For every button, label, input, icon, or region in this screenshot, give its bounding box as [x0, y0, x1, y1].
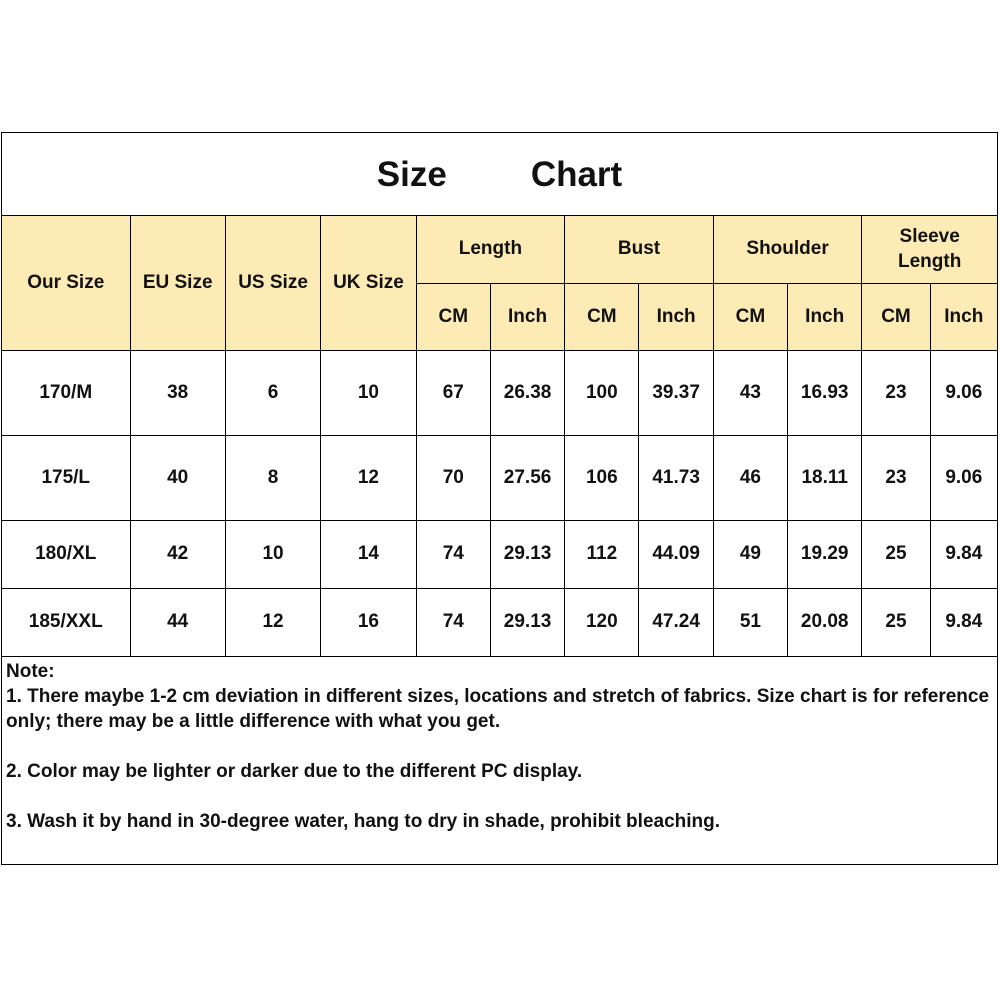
- cell-length-cm: 70: [416, 435, 490, 520]
- note-item: 3. Wash it by hand in 30-degree water, hang to dry in shade, prohibit bleaching.: [6, 810, 721, 832]
- header-sleeve-inch: Inch: [930, 283, 997, 350]
- header-shoulder: Shoulder: [713, 216, 862, 283]
- cell-sleeve-inch: 9.84: [930, 588, 997, 656]
- header-sleeve-cm: CM: [862, 283, 930, 350]
- cell-uk-size: 10: [321, 350, 416, 435]
- cell-our-size: 185/XXL: [2, 588, 131, 656]
- header-shoulder-inch: Inch: [788, 283, 862, 350]
- cell-shoulder-inch: 20.08: [788, 588, 862, 656]
- cell-our-size: 170/M: [2, 350, 131, 435]
- size-table: [1, 216, 998, 657]
- header-row-top: [2, 216, 998, 283]
- note-item: 1. There maybe 1-2 cm deviation in different sizes, locations and stretch of fabrics. Size chart is for reference only; there may be a little difference with what you get.: [6, 685, 990, 732]
- cell-bust-inch: 47.24: [639, 588, 713, 656]
- cell-shoulder-cm: 43: [713, 350, 787, 435]
- title-word-size: Size: [376, 155, 447, 194]
- header-our-size: Our Size: [2, 216, 131, 350]
- size-chart: [1, 132, 998, 865]
- cell-shoulder-cm: 46: [713, 435, 787, 520]
- chart-title: [2, 133, 997, 216]
- header-eu-size: EU Size: [130, 216, 225, 350]
- header-bust-inch: Inch: [639, 283, 713, 350]
- cell-us-size: 8: [225, 435, 320, 520]
- cell-sleeve-inch: 9.06: [930, 350, 997, 435]
- cell-length-inch: 29.13: [490, 520, 564, 588]
- cell-sleeve-inch: 9.06: [930, 435, 997, 520]
- table-row: [2, 520, 998, 588]
- header-uk-size: UK Size: [321, 216, 416, 350]
- cell-bust-cm: 112: [565, 520, 639, 588]
- cell-our-size: 180/XL: [2, 520, 131, 588]
- cell-sleeve-cm: 25: [862, 588, 930, 656]
- header-bust: Bust: [565, 216, 714, 283]
- cell-sleeve-cm: 23: [862, 350, 930, 435]
- cell-bust-inch: 44.09: [639, 520, 713, 588]
- header-shoulder-cm: CM: [713, 283, 787, 350]
- cell-eu-size: 44: [130, 588, 225, 656]
- cell-uk-size: 12: [321, 435, 416, 520]
- header-bust-cm: CM: [565, 283, 639, 350]
- cell-uk-size: 14: [321, 520, 416, 588]
- cell-sleeve-cm: 25: [862, 520, 930, 588]
- cell-length-inch: 27.56: [490, 435, 564, 520]
- cell-shoulder-cm: 51: [713, 588, 787, 656]
- cell-us-size: 12: [225, 588, 320, 656]
- cell-eu-size: 38: [130, 350, 225, 435]
- table-row: [2, 435, 998, 520]
- title-word-chart: Chart: [530, 155, 623, 194]
- cell-our-size: 175/L: [2, 435, 131, 520]
- note-item: 2. Color may be lighter or darker due to the different PC display.: [6, 760, 583, 782]
- cell-length-cm: 74: [416, 520, 490, 588]
- header-length-cm: CM: [416, 283, 490, 350]
- header-sleeve-line2: Length: [898, 251, 962, 273]
- cell-eu-size: 42: [130, 520, 225, 588]
- cell-length-cm: 74: [416, 588, 490, 656]
- note-spacer: [6, 784, 993, 809]
- note-spacer: [6, 734, 993, 759]
- cell-shoulder-inch: 16.93: [788, 350, 862, 435]
- header-length-inch: Inch: [490, 283, 564, 350]
- cell-bust-cm: 106: [565, 435, 639, 520]
- table-row: [2, 350, 998, 435]
- header-sleeve-line1: Sleeve: [899, 226, 960, 248]
- cell-us-size: 10: [225, 520, 320, 588]
- cell-bust-cm: 100: [565, 350, 639, 435]
- cell-length-cm: 67: [416, 350, 490, 435]
- header-us-size: US Size: [225, 216, 320, 350]
- cell-sleeve-cm: 23: [862, 435, 930, 520]
- cell-shoulder-inch: 18.11: [788, 435, 862, 520]
- cell-shoulder-inch: 19.29: [788, 520, 862, 588]
- cell-uk-size: 16: [321, 588, 416, 656]
- notes-section: [2, 657, 997, 836]
- cell-length-inch: 26.38: [490, 350, 564, 435]
- notes-heading: Note:: [6, 660, 55, 682]
- cell-bust-inch: 41.73: [639, 435, 713, 520]
- cell-bust-cm: 120: [565, 588, 639, 656]
- header-sleeve-length: [862, 216, 998, 283]
- cell-shoulder-cm: 49: [713, 520, 787, 588]
- cell-us-size: 6: [225, 350, 320, 435]
- cell-length-inch: 29.13: [490, 588, 564, 656]
- cell-sleeve-inch: 9.84: [930, 520, 997, 588]
- table-row: [2, 588, 998, 656]
- cell-bust-inch: 39.37: [639, 350, 713, 435]
- header-length: Length: [416, 216, 565, 283]
- cell-eu-size: 40: [130, 435, 225, 520]
